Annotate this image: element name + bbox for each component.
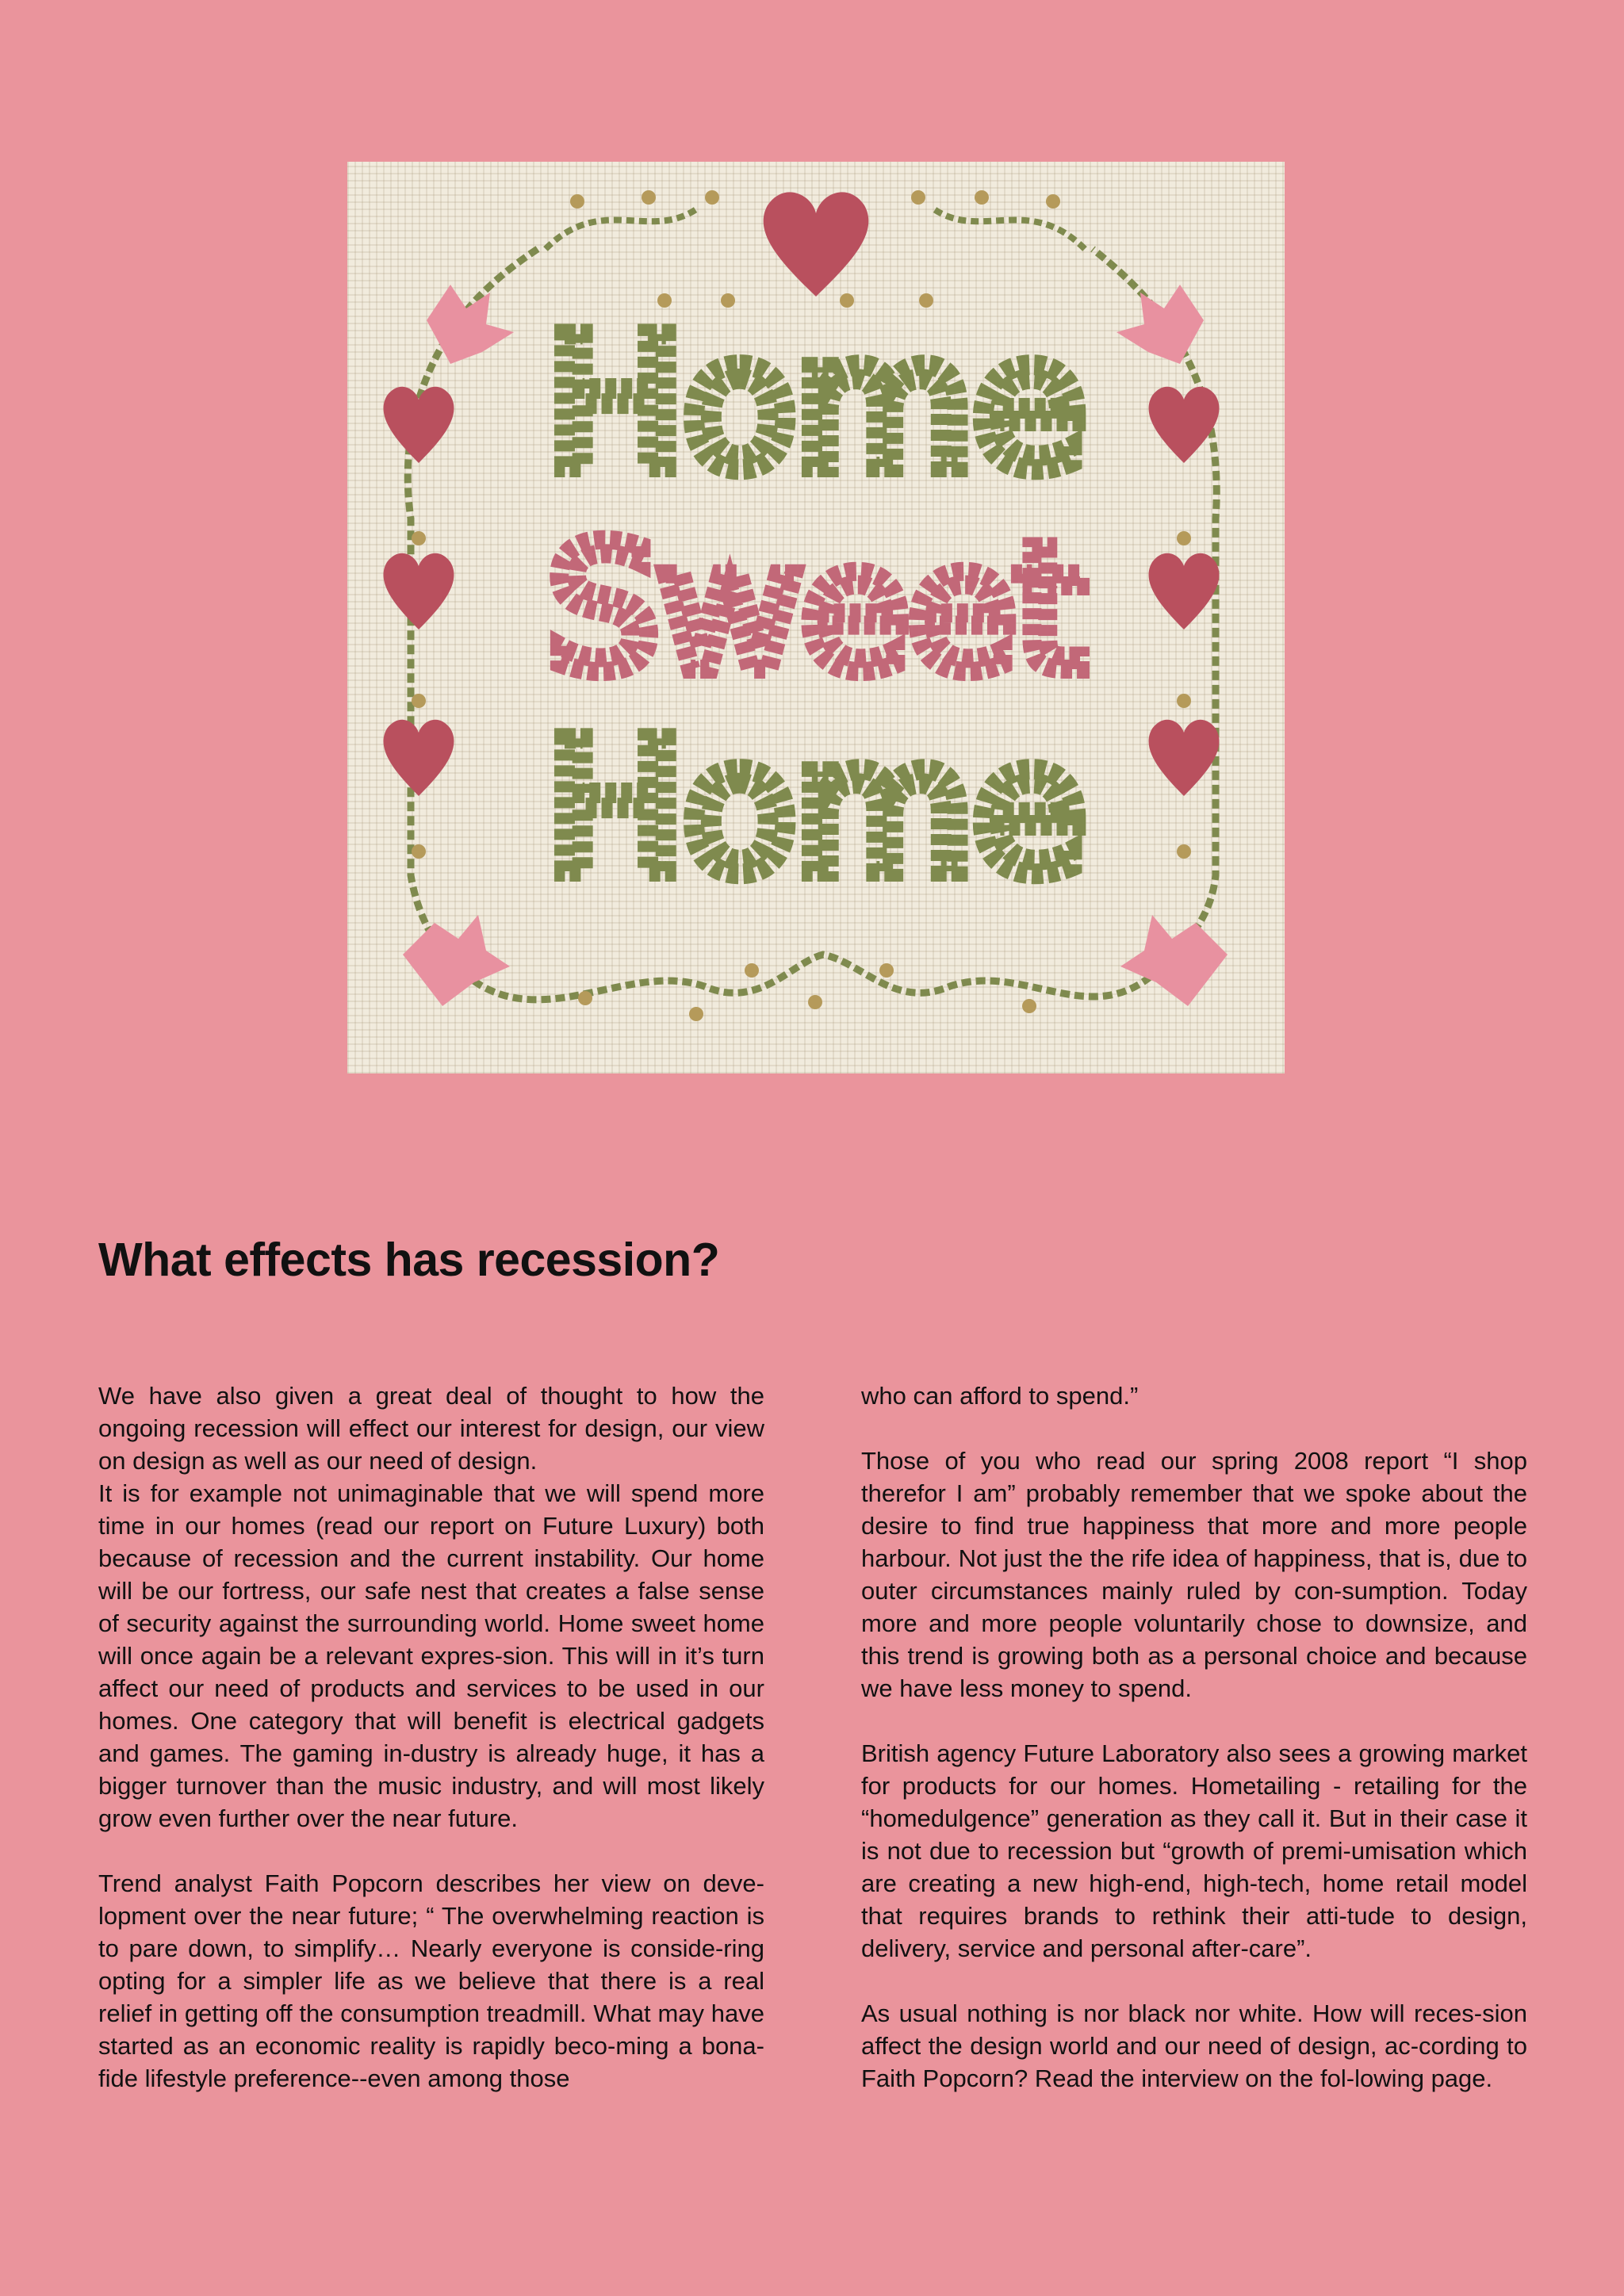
left-column bbox=[98, 1380, 764, 2095]
paragraph: Those of you who read our spring 2008 report “I shop therefor I am” probably remember that we spoke about the desire to find true happiness that more and more people harbour. Not just the the rife idea of happiness, that is, due to outer circumstances mainly ruled by con-sumption. Today more and more people voluntarily chose to downsize, and this trend is growing both as a personal choice and because we have less money to spend. bbox=[861, 1447, 1527, 1702]
stitch-word-2: Sweet bbox=[547, 507, 1085, 710]
heart-icon bbox=[764, 192, 869, 297]
paragraph: Trend analyst Faith Popcorn describes her view on deve-lopment over the near future; “ The overwhelming reaction is to pare down, to simplify… Nearly everyone is conside-ring opting for a simpler life as we believe that there is a real relief in getting off the consumption treadmill. What may have started as an economic reality is rapidly beco-ming a bona-fide lifestyle preference--even among those bbox=[98, 1869, 764, 2092]
stitch-word-1: Home bbox=[546, 299, 1086, 511]
stitch-word-3: Home bbox=[546, 703, 1086, 915]
paragraph: We have also given a great deal of thought to how the ongoing recession will effect our interest for design, our view on design as well as our need of design. bbox=[98, 1382, 764, 1475]
paragraph: It is for example not unimaginable that we will spend more time in our homes (read our report on Future Luxury) both because of recession and the current instability. Our home will be our fortress, our safe nest that creates a false sense of security against the surrounding world. Home sweet home will once again be a relevant expres-sion. This will in it’s turn affect our need of products and services to be used in our homes. One category that will benefit is electrical gadgets and games. The gaming in-dustry is already huge, it has a bigger turnover than the music industry, and will most likely grow even further over the near future. bbox=[98, 1479, 764, 1832]
cross-stitch-image bbox=[347, 162, 1285, 1073]
paragraph: who can afford to spend.” bbox=[861, 1382, 1139, 1410]
paragraph: As usual nothing is nor black nor white. How will reces-sion affect the design world and our need of design, ac-cording to Faith Popcorn? Read the interview on the fol-lowing page. bbox=[861, 1999, 1527, 2092]
paragraph: British agency Future Laboratory also sees a growing market for products for our homes. Hometailing - retailing for the “homedulgence” generation as they call it. But in their case it is not due to recession but “growth of premi-umisation which are creating a new high-end, high-tech, home retail model that requires brands to rethink their atti-tude to design, delivery, service and personal after-care”. bbox=[861, 1739, 1527, 1962]
cross-stitch-artwork bbox=[347, 162, 1285, 1073]
article-title: What effects has recession? bbox=[98, 1234, 720, 1286]
right-column bbox=[861, 1380, 1527, 2095]
